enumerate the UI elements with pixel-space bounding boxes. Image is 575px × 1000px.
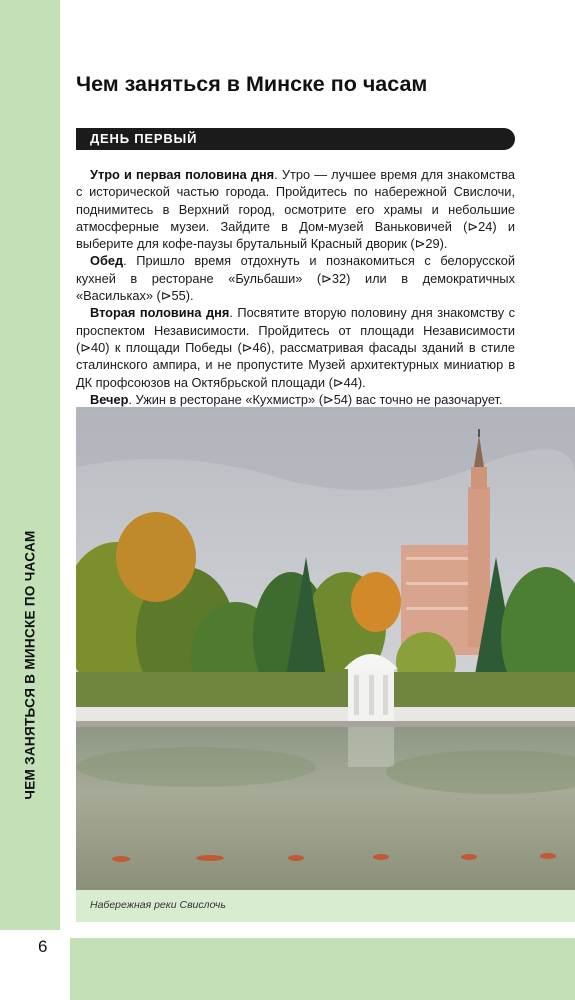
chapter-sidebar xyxy=(0,0,60,930)
paragraph-text: . Посвятите вторую половину дня знакомству с проспектом Независимости. Пройдитесь от площади Независимости (⊳40) к площади Победы (⊳46), рассматривая фасады зданий в стиле сталинского ампира, и не пропустите Музей архитектурных миниатюр в ДК профсоюзов на Октябрьской площади (⊳44). xyxy=(76,305,515,390)
paragraph-heading: Вторая половина дня xyxy=(90,305,230,321)
day-heading-label: ДЕНЬ ПЕРВЫЙ xyxy=(90,131,198,146)
page-number-box xyxy=(0,930,70,1000)
paragraph-lunch xyxy=(76,252,515,304)
photo-caption-bar xyxy=(76,890,575,922)
paragraph-text: . Пришло время отдохнуть и познакомиться с белорусской кухней в ресторане «Бульбаши» (⊳32) или в демократичных «Васильках» (⊳55). xyxy=(76,253,515,304)
page-number: 6 xyxy=(38,937,48,956)
svisloch-embankment-photo xyxy=(76,407,575,890)
paragraph-text: . Утро — лучшее время для знакомства с исторической частью города. Пройдитесь по набережной Свислочи, поднимитесь в Верхний город, осмотрите его храмы и небольшие атмосферные музеи. Зайдите в Дом-музей Ваньковичей (⊳24) и выберите для кофе-паузы брутальный Красный дворик (⊳29). xyxy=(76,167,515,252)
page-title: Чем заняться в Минске по часам xyxy=(76,72,428,96)
photo-caption: Набережная реки Свислочь xyxy=(90,899,226,911)
paragraph-morning xyxy=(76,166,515,252)
footer-band xyxy=(70,938,575,1000)
paragraph-text: . Ужин в ресторане «Кухмистр» (⊳54) вас точно не разочарует. xyxy=(128,391,503,407)
paragraph-evening xyxy=(76,391,515,408)
day-heading-bar xyxy=(76,128,515,150)
paragraph-heading: Утро и первая половина дня xyxy=(90,167,275,182)
paragraph-heading: Обед xyxy=(90,253,124,269)
paragraph-afternoon xyxy=(76,304,515,390)
paragraph-heading: Вечер xyxy=(90,391,129,407)
sidebar-chapter-title: ЧЕМ ЗАНЯТЬСЯ В МИНСКЕ ПО ЧАСАМ xyxy=(22,530,38,800)
itinerary-text xyxy=(76,166,515,408)
